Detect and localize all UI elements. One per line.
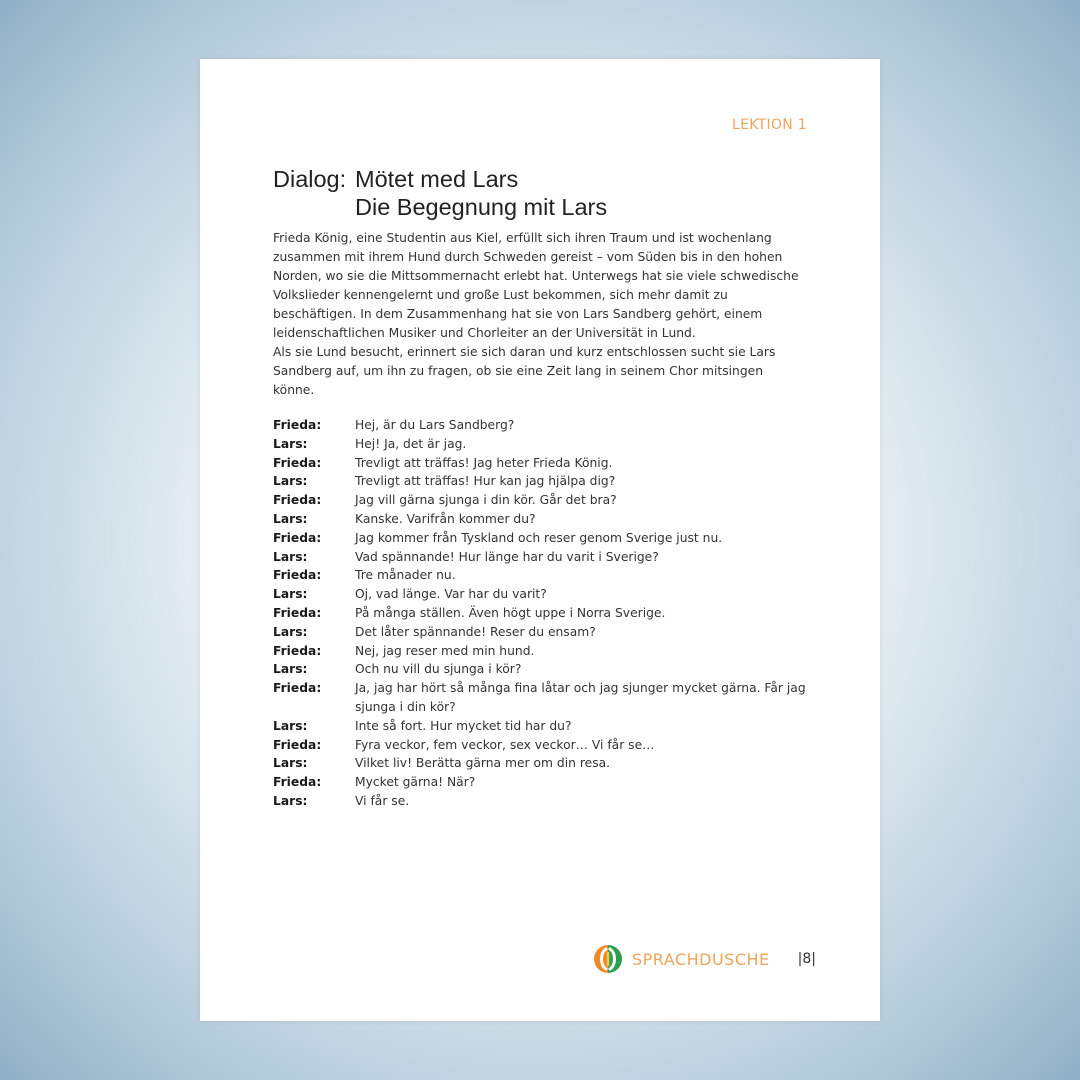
- intro-paragraph-2: Als sie Lund besucht, erinnert sie sich daran und kurz entschlossen sucht sie Lars Sandberg auf, um ihn zu fragen, ob sie eine Zeit lang in seinem Chor mitsingen könne.: [273, 345, 776, 397]
- dialog-line: [273, 472, 808, 491]
- dialog-text: Det låter spännande! Reser du ensam?: [355, 624, 596, 639]
- page-number: |8|: [797, 951, 816, 967]
- dialog-speaker: Lars:: [273, 756, 308, 771]
- dialog-text: Tre månader nu.: [355, 568, 456, 583]
- dialog-line: [273, 529, 808, 548]
- dialog-speaker: Frieda:: [273, 493, 322, 508]
- brand-name: SPRACHDUSCHE: [632, 949, 770, 969]
- dialog-text: Oj, vad länge. Var har du varit?: [355, 587, 547, 602]
- intro-paragraph-1: Frieda König, eine Studentin aus Kiel, erfüllt sich ihren Traum und ist wochenlang zusammen mit ihrem Hund durch Schweden gereist – vom Süden bis in den hohen Norden, wo sie die Mittsommernacht erlebt hat. Unterwegs hat sie viele schwedische Volkslieder kennengelernt und große Lust bekommen, sich mehr damit zu beschäftigen. In dem Zusammenhang hat sie von Lars Sandberg gehört, einem leidenschaftlichen Musiker und Chorleiter an der Universität in Lund.: [273, 231, 799, 340]
- page-footer: [592, 943, 816, 975]
- dialog-speaker: Lars:: [273, 793, 308, 808]
- dialog-line: [273, 548, 808, 567]
- dialog-speaker: Frieda:: [273, 605, 322, 620]
- lesson-label: LEKTION 1: [732, 117, 807, 133]
- dialog-line: [273, 623, 808, 642]
- dialog-speaker: Frieda:: [273, 737, 322, 752]
- book-page: [200, 59, 880, 1021]
- dialog-line: [273, 660, 808, 679]
- dialog-text: Nej, jag reser med min hund.: [355, 643, 535, 658]
- dialog-line: [273, 642, 808, 661]
- dialog-line: [273, 754, 808, 773]
- dialog-line: [273, 585, 808, 604]
- dialog-line: [273, 792, 808, 811]
- dialog-text: Trevligt att träffas! Jag heter Frieda König.: [355, 455, 613, 470]
- dialog-line: [273, 736, 808, 755]
- dialog-speaker: Lars:: [273, 624, 308, 639]
- dialog-speaker: Frieda:: [273, 568, 322, 583]
- page-title: [273, 165, 607, 221]
- dialog-text: Hej, är du Lars Sandberg?: [355, 418, 515, 432]
- dialog-text: Och nu vill du sjunga i kör?: [355, 662, 522, 677]
- dialog-line: [273, 510, 808, 529]
- dialog-speaker: Lars:: [273, 511, 308, 526]
- dialog-speaker: Lars:: [273, 662, 308, 677]
- sprachdusche-logo-icon: [592, 943, 624, 975]
- title-swedish: Mötet med Lars: [355, 166, 519, 192]
- dialog-line: [273, 491, 808, 510]
- dialog-line: [273, 454, 808, 473]
- dialog-speaker: Lars:: [273, 549, 308, 564]
- dialog-text: Vilket liv! Berätta gärna mer om din resa.: [355, 756, 611, 771]
- dialog-speaker: Lars:: [273, 587, 308, 602]
- title-german: Die Begegnung mit Lars: [355, 194, 608, 220]
- dialog-text: Jag kommer från Tyskland och reser genom Sverige just nu.: [355, 530, 723, 545]
- dialog-text: Inte så fort. Hur mycket tid har du?: [355, 718, 572, 733]
- dialog-speaker: Lars:: [273, 436, 308, 451]
- dialog-line: [273, 773, 808, 792]
- dialog-text: Trevligt att träffas! Hur kan jag hjälpa dig?: [355, 474, 616, 489]
- dialog-text: Kanske. Varifrån kommer du?: [355, 511, 536, 526]
- dialog-speaker: Frieda:: [273, 775, 322, 790]
- dialog-text: Mycket gärna! När?: [355, 775, 476, 790]
- dialog-line: [273, 416, 808, 435]
- dialog-speaker: Frieda:: [273, 418, 322, 432]
- dialog-text: Jag vill gärna sjunga i din kör. Går det bra?: [355, 493, 617, 508]
- title-prefix: Dialog:: [273, 166, 347, 192]
- dialog-text: Ja, jag har hört så många fina låtar och jag sjunger mycket gärna. Får jag sjunga i din kör?: [355, 681, 806, 714]
- dialog-line: [273, 566, 808, 585]
- dialog-speaker: Frieda:: [273, 455, 322, 470]
- dialog-line: [273, 679, 808, 717]
- dialog-speaker: Frieda:: [273, 681, 322, 696]
- dialog-line: [273, 604, 808, 623]
- intro-text: [273, 229, 808, 400]
- dialog-text: Vi får se.: [355, 793, 410, 808]
- dialog-speaker: Frieda:: [273, 530, 322, 545]
- dialog-text: Vad spännande! Hur länge har du varit i Sverige?: [355, 549, 659, 564]
- dialog-speaker: Lars:: [273, 718, 308, 733]
- dialog-list: [273, 416, 808, 811]
- dialog-line: [273, 435, 808, 454]
- dialog-text: Fyra veckor, fem veckor, sex veckor… Vi får se…: [355, 737, 655, 752]
- dialog-text: Hej! Ja, det är jag.: [355, 436, 467, 451]
- dialog-line: [273, 717, 808, 736]
- dialog-speaker: Frieda:: [273, 643, 322, 658]
- dialog-speaker: Lars:: [273, 474, 308, 489]
- dialog-text: På många ställen. Även högt uppe i Norra Sverige.: [355, 605, 666, 620]
